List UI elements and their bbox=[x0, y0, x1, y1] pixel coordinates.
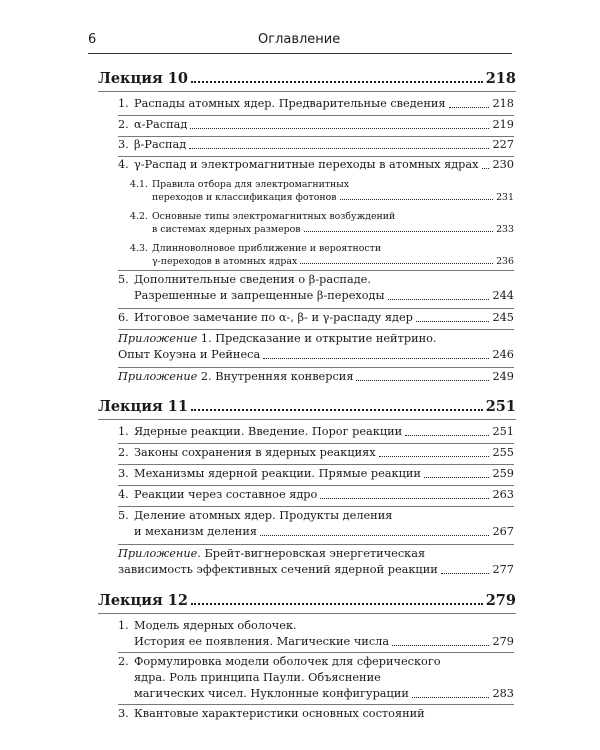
toc-entry[interactable] bbox=[118, 445, 514, 461]
entry-number: 3. bbox=[118, 138, 129, 151]
entry-page: 249 bbox=[492, 370, 514, 383]
entry-title: Брейт-вигнеровская энергетическая bbox=[200, 547, 426, 560]
lecture-title: Лекция 12 bbox=[98, 592, 188, 609]
leader-dots bbox=[191, 81, 483, 83]
entry-title-cont: История ее появления. Магические числа bbox=[134, 635, 390, 648]
leader-dots bbox=[441, 573, 490, 574]
leader-dots bbox=[320, 498, 489, 499]
entry-page: 236 bbox=[496, 256, 514, 267]
entry-number: 5. bbox=[118, 509, 129, 522]
appendix-label: Приложение. bbox=[118, 547, 201, 560]
toc-entry[interactable] bbox=[118, 157, 514, 173]
entry-page: 245 bbox=[492, 311, 514, 324]
divider bbox=[98, 613, 516, 614]
leader-dots bbox=[300, 263, 493, 264]
lecture-page: 218 bbox=[485, 70, 516, 87]
leader-dots bbox=[449, 107, 490, 108]
leader-dots bbox=[388, 299, 490, 300]
entry-title: Механизмы ядерной реакции. Прямые реакции bbox=[134, 467, 421, 480]
toc-subentry[interactable] bbox=[130, 210, 514, 236]
entry-number: 4. bbox=[118, 488, 129, 501]
entry-title-cont: и механизм деления bbox=[134, 525, 257, 538]
toc-entry[interactable] bbox=[118, 137, 514, 153]
leader-dots bbox=[416, 321, 490, 322]
leader-dots bbox=[304, 231, 494, 232]
entry-number: 2. bbox=[118, 655, 129, 668]
lecture-title: Лекция 11 bbox=[98, 398, 188, 415]
entry-number: 1. bbox=[118, 97, 129, 110]
divider bbox=[118, 485, 514, 486]
toc-entry[interactable] bbox=[118, 117, 514, 133]
divider bbox=[118, 544, 514, 545]
entry-title: Модель ядерных оболочек. bbox=[134, 619, 297, 632]
entry-page: 219 bbox=[492, 118, 514, 131]
entry-title-cont: Разрешенные и запрещенные β-переходы bbox=[134, 289, 385, 302]
appendix-label: Приложение bbox=[118, 332, 198, 345]
entry-number: 2. bbox=[118, 118, 129, 131]
running-head bbox=[88, 32, 512, 54]
entry-number: 3. bbox=[118, 707, 129, 720]
entry-title: α-Распад bbox=[134, 118, 188, 131]
entry-title: Дополнительные сведения о β-распаде. bbox=[134, 273, 371, 286]
leader-dots bbox=[190, 128, 489, 129]
toc-entry[interactable] bbox=[118, 310, 514, 326]
entry-title-cont: зависимость эффективных сечений ядерной реакции bbox=[118, 563, 438, 576]
entry-page: 277 bbox=[492, 563, 514, 576]
entry-page: 259 bbox=[492, 467, 514, 480]
entry-page: 255 bbox=[492, 446, 514, 459]
toc-entry[interactable] bbox=[118, 466, 514, 482]
lecture-page: 251 bbox=[485, 398, 516, 415]
entry-title: 2. Внутренняя конверсия bbox=[197, 370, 354, 383]
divider bbox=[98, 91, 516, 92]
leader-dots bbox=[191, 409, 483, 411]
divider bbox=[118, 329, 514, 330]
entry-title-cont: γ-переходов в атомных ядрах bbox=[152, 256, 298, 267]
divider bbox=[118, 270, 514, 271]
entry-number: 4.2. bbox=[130, 211, 148, 222]
entry-title: Итоговое замечание по α-, β- и γ-распаду ядер bbox=[134, 311, 413, 324]
entry-title: Деление атомных ядер. Продукты деления bbox=[134, 509, 393, 522]
lecture-heading[interactable] bbox=[98, 70, 516, 87]
entry-number: 1. bbox=[118, 619, 129, 632]
divider bbox=[118, 464, 514, 465]
leader-dots bbox=[379, 456, 490, 457]
entry-title: Квантовые характеристики основных состояний bbox=[134, 707, 425, 720]
entry-title: Длинноволновое приближение и вероятности bbox=[152, 243, 382, 254]
entry-page: 263 bbox=[492, 488, 514, 501]
toc-entry[interactable] bbox=[118, 706, 514, 722]
toc-appendix[interactable] bbox=[118, 369, 514, 385]
entry-title: Реакции через составное ядро bbox=[134, 488, 318, 501]
entry-page: 227 bbox=[492, 138, 514, 151]
leader-dots bbox=[392, 645, 489, 646]
divider bbox=[118, 115, 514, 116]
appendix-label: Приложение bbox=[118, 370, 198, 383]
entry-title: Распады атомных ядер. Предварительные сведения bbox=[134, 97, 446, 110]
entry-number: 4.1. bbox=[130, 179, 148, 190]
toc-entry[interactable] bbox=[118, 508, 514, 540]
entry-page: 244 bbox=[492, 289, 514, 302]
toc-entry[interactable] bbox=[118, 96, 514, 112]
lecture-title: Лекция 10 bbox=[98, 70, 188, 87]
entry-title: Основные типы электромагнитных возбуждений bbox=[152, 211, 396, 222]
entry-number: 4.3. bbox=[130, 243, 148, 254]
leader-dots bbox=[260, 535, 489, 536]
leader-dots bbox=[424, 477, 490, 478]
entry-number: 3. bbox=[118, 467, 129, 480]
leader-dots bbox=[356, 380, 489, 381]
page-number: 6 bbox=[88, 32, 97, 47]
entry-page: 231 bbox=[496, 192, 514, 203]
toc-appendix[interactable] bbox=[118, 331, 514, 363]
entry-title: Ядерные реакции. Введение. Порог реакции bbox=[134, 425, 403, 438]
divider bbox=[118, 367, 514, 368]
entry-title-cont: переходов и классификация фотонов bbox=[152, 192, 337, 203]
entry-page: 283 bbox=[492, 687, 514, 700]
entry-title: Правила отбора для электромагнитных bbox=[152, 179, 350, 190]
entry-title: 1. Предсказание и открытие нейтрино. bbox=[197, 332, 437, 345]
leader-dots bbox=[340, 199, 494, 200]
entry-title-cont: Опыт Коуэна и Рейнеса bbox=[118, 348, 261, 361]
toc-subentry[interactable] bbox=[130, 178, 514, 204]
toc-entry[interactable] bbox=[118, 654, 514, 702]
lecture-heading[interactable] bbox=[98, 398, 516, 415]
divider bbox=[98, 419, 516, 420]
toc-entry[interactable] bbox=[118, 618, 514, 650]
toc-entry[interactable] bbox=[118, 424, 514, 440]
entry-number: 4. bbox=[118, 158, 129, 171]
entry-page: 233 bbox=[496, 224, 514, 235]
toc-appendix[interactable] bbox=[118, 546, 514, 578]
running-title: Оглавление bbox=[258, 32, 341, 47]
entry-page: 279 bbox=[492, 635, 514, 648]
entry-page: 246 bbox=[492, 348, 514, 361]
entry-title-cont: ядра. Роль принципа Паули. Объяснение bbox=[134, 671, 381, 684]
entry-number: 5. bbox=[118, 273, 129, 286]
divider bbox=[118, 506, 514, 507]
divider bbox=[118, 704, 514, 705]
leader-dots bbox=[191, 603, 483, 605]
leader-dots bbox=[263, 358, 489, 359]
toc-entry[interactable] bbox=[118, 272, 514, 304]
leader-dots bbox=[412, 697, 490, 698]
entry-number: 2. bbox=[118, 446, 129, 459]
divider bbox=[118, 443, 514, 444]
lecture-heading[interactable] bbox=[98, 592, 516, 609]
entry-page: 218 bbox=[492, 97, 514, 110]
lecture-page: 279 bbox=[485, 592, 516, 609]
entry-title: γ-Распад и электромагнитные переходы в атомных ядрах bbox=[134, 158, 479, 171]
entry-title: Законы сохранения в ядерных реакциях bbox=[134, 446, 376, 459]
entry-page: 251 bbox=[492, 425, 514, 438]
divider bbox=[118, 652, 514, 653]
entry-page: 230 bbox=[492, 158, 514, 171]
entry-number: 1. bbox=[118, 425, 129, 438]
entry-page: 267 bbox=[492, 525, 514, 538]
entry-title-cont: магических чисел. Нуклонные конфигурации bbox=[134, 687, 409, 700]
entry-title: β-Распад bbox=[134, 138, 187, 151]
leader-dots bbox=[482, 168, 490, 169]
entry-number: 6. bbox=[118, 311, 129, 324]
leader-dots bbox=[189, 148, 489, 149]
entry-title: Формулировка модели оболочек для сферического bbox=[134, 655, 441, 668]
toc-entry[interactable] bbox=[118, 487, 514, 503]
leader-dots bbox=[405, 435, 489, 436]
toc-subentry[interactable] bbox=[130, 242, 514, 268]
divider bbox=[118, 308, 514, 309]
entry-title-cont: в системах ядерных размеров bbox=[152, 224, 301, 235]
